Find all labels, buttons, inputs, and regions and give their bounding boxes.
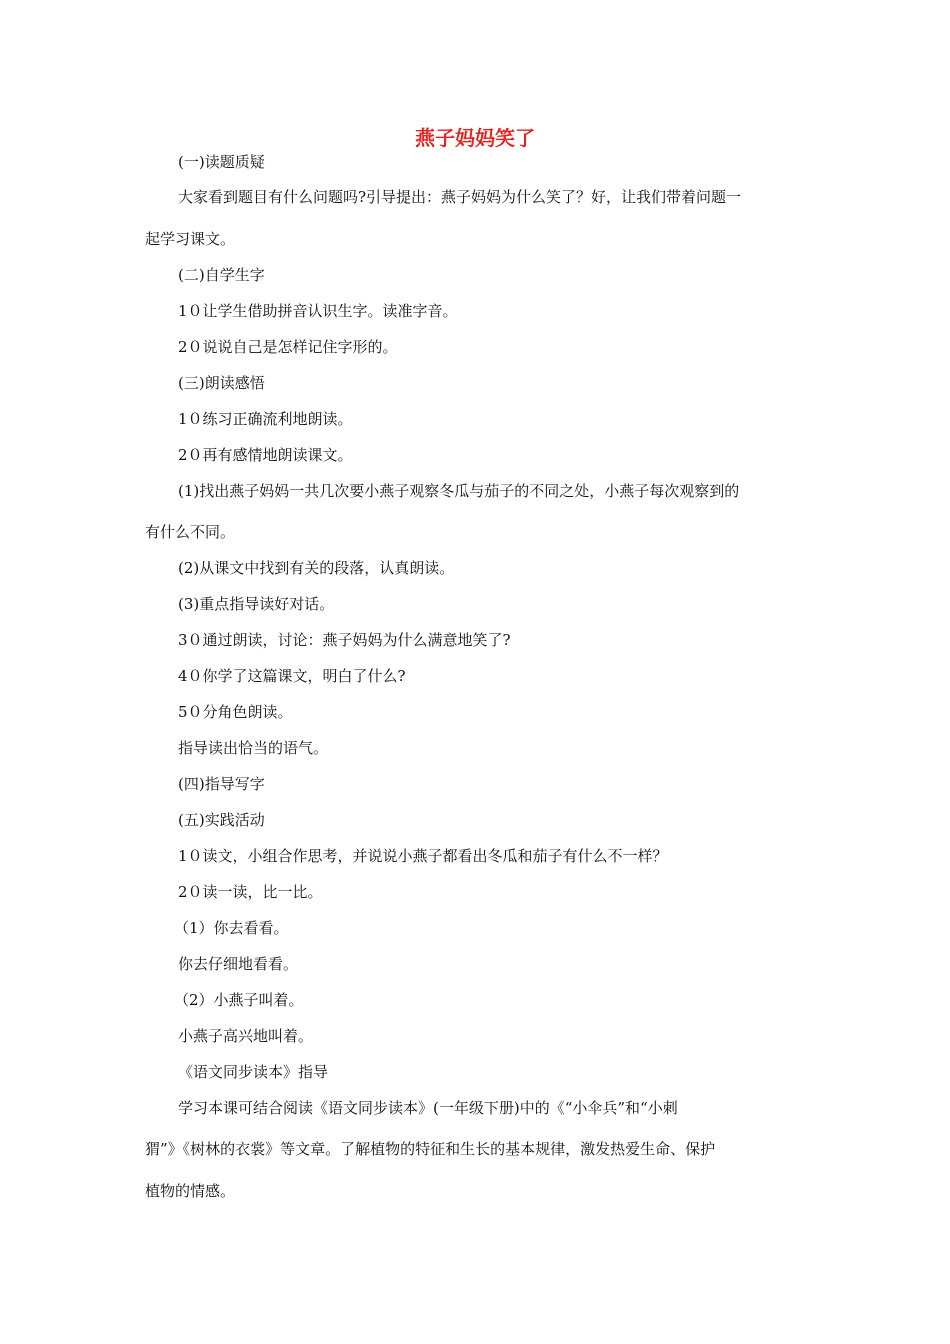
paragraph-line: （2）小燕子叫着。 [174,991,304,1009]
section-heading: 《语文同步读本》指导 [178,1063,329,1081]
paragraph-line: 你去仔细地看看。 [178,955,299,973]
section-heading: (二)自学生字 [178,266,265,284]
paragraph-line: 指导读出恰当的语气。 [178,739,329,757]
paragraph-line: 5０分角色朗读。 [178,703,293,721]
paragraph-line: （1）你去看看。 [174,919,289,937]
paragraph-line: 小燕子高兴地叫着。 [178,1027,314,1045]
section-heading: (一)读题质疑 [178,153,265,171]
section-heading: (四)指导写字 [178,775,265,793]
paragraph-line: 2０读一读，比一比。 [178,883,323,901]
paragraph-line: 2０再有感情地朗读课文。 [178,446,353,464]
paragraph-line: 4０你学了这篇课文，明白了什么? [178,667,406,685]
paragraph-line: 学习本课可结合阅读《语文同步读本》(一年级下册)中的《“小伞兵”和“小刺 [178,1099,678,1117]
paragraph-line: 大家看到题目有什么问题吗?引导提出：燕子妈妈为什么笑了？好，让我们带着问题一 [178,188,742,206]
paragraph-line: 1０练习正确流利地朗读。 [178,410,353,428]
paragraph-line: 1０读文，小组合作思考，并说说小燕子都看出冬瓜和茄子有什么不一样？ [178,847,668,865]
paragraph-line: 起学习课文。 [145,230,236,248]
paragraph-line: 1０让学生借助拼音认识生字。读准字音。 [178,302,458,320]
paragraph-line: (1)找出燕子妈妈一共几次要小燕子观察冬瓜与茄子的不同之处，小燕子每次观察到的 [178,482,740,500]
section-heading: (三)朗读感悟 [178,374,265,392]
paragraph-line: 猬”》《树林的衣裳》等文章。了解植物的特征和生长的基本规律，激发热爱生命、保护 [145,1140,716,1158]
paragraph-line: 2０说说自己是怎样记住字形的。 [178,338,398,356]
section-heading: (五)实践活动 [178,811,265,829]
document-title: 燕子妈妈笑了 [415,126,535,150]
paragraph-line: 3０通过朗读，讨论：燕子妈妈为什么满意地笑了? [178,631,511,649]
paragraph-line: (3)重点指导读好对话。 [178,595,335,613]
paragraph-line: 植物的情感。 [145,1182,236,1200]
paragraph-line: 有什么不同。 [145,523,236,541]
paragraph-line: (2)从课文中找到有关的段落，认真朗读。 [178,559,455,577]
